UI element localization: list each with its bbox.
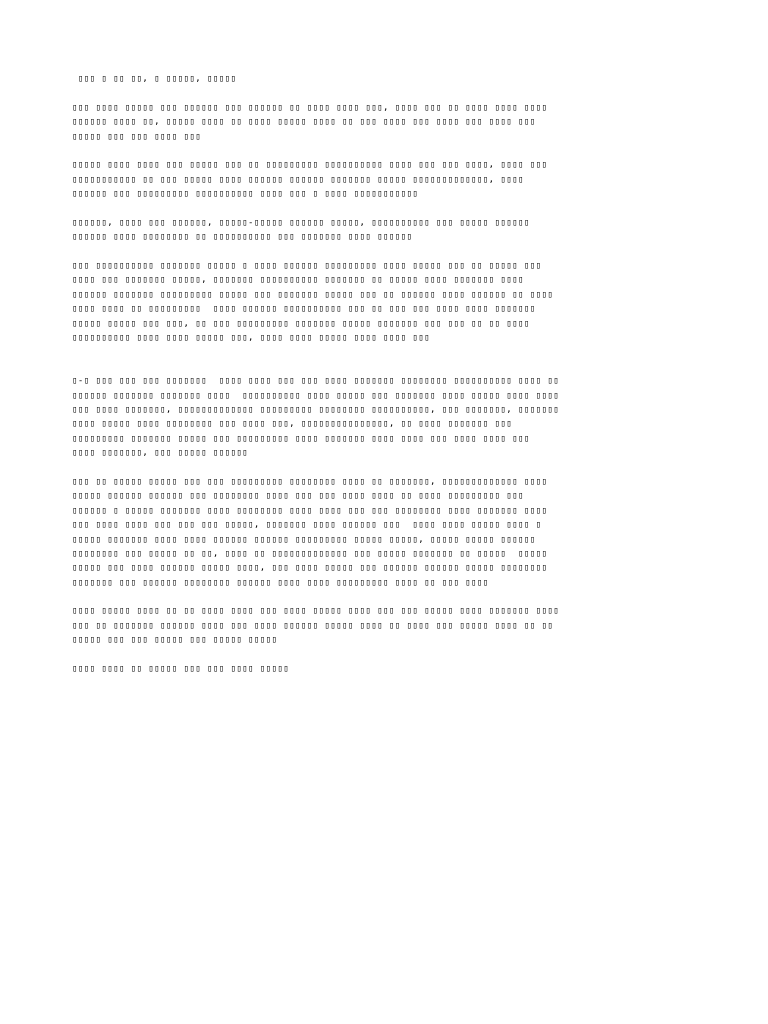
- paragraph-6: [72, 475, 702, 590]
- section-spacer: [72, 360, 702, 374]
- text-line: ▯▯▯▯ ▯▯▯▯ ▯▯ ▯▯▯▯▯▯▯▯▯ ▯▯▯▯ ▯▯▯▯▯▯ ▯▯▯▯▯▯▯▯▯▯ ▯▯▯ ▯▯ ▯▯▯ ▯▯▯ ▯▯▯▯ ▯▯▯▯ ▯▯▯▯▯▯▯: [72, 304, 536, 315]
- document-heading: ▯▯▯ ▯ ▯▯ ▯▯, ▯ ▯▯▯▯▯, ▯▯▯▯▯: [72, 74, 237, 84]
- text-line: ▯▯▯▯▯ ▯▯▯ ▯▯▯ ▯▯▯▯ ▯▯▯: [72, 131, 202, 142]
- paragraph-1: [72, 101, 702, 144]
- text-line: ▯▯▯▯▯▯▯▯▯▯▯ ▯▯ ▯▯▯ ▯▯▯▯▯ ▯▯▯▯ ▯▯▯▯▯▯ ▯▯▯▯▯▯ ▯▯▯▯▯▯▯ ▯▯▯▯▯ ▯▯▯▯▯▯▯▯▯▯▯▯▯, ▯▯▯▯: [72, 174, 524, 185]
- text-line: ▯▯▯▯ ▯▯▯ ▯▯▯▯▯▯▯ ▯▯▯▯▯, ▯▯▯▯▯▯▯ ▯▯▯▯▯▯▯▯▯▯ ▯▯▯▯▯▯▯ ▯▯ ▯▯▯▯▯ ▯▯▯▯ ▯▯▯▯▯▯▯ ▯▯▯▯: [72, 275, 524, 286]
- text-line: ▯▯▯▯▯▯▯ ▯▯▯ ▯▯▯▯▯▯ ▯▯▯▯▯▯▯▯ ▯▯▯▯▯▯ ▯▯▯▯ ▯▯▯▯ ▯▯▯▯▯▯▯▯▯ ▯▯▯▯ ▯▯ ▯▯▯ ▯▯▯▯: [72, 577, 489, 588]
- text-line: ▯▯▯▯▯▯▯▯▯▯ ▯▯▯▯ ▯▯▯▯ ▯▯▯▯▯ ▯▯▯, ▯▯▯▯ ▯▯▯▯ ▯▯▯▯▯ ▯▯▯▯ ▯▯▯▯ ▯▯▯: [72, 333, 430, 344]
- text-line: ▯▯▯▯▯▯ ▯ ▯▯▯▯▯ ▯▯▯▯▯▯▯ ▯▯▯▯ ▯▯▯▯▯▯▯▯ ▯▯▯▯ ▯▯▯▯ ▯▯▯ ▯▯▯ ▯▯▯▯▯▯▯▯ ▯▯▯▯ ▯▯▯▯▯▯▯ ▯▯▯▯: [72, 505, 548, 516]
- paragraph-5: [72, 374, 702, 460]
- text-line: ▯▯▯▯▯▯ ▯▯▯ ▯▯▯▯▯▯▯▯▯ ▯▯▯▯▯▯▯▯▯▯ ▯▯▯▯ ▯▯▯ ▯ ▯▯▯▯ ▯▯▯▯▯▯▯▯▯▯▯: [72, 189, 419, 200]
- text-line: ▯▯▯▯ ▯▯▯▯▯▯▯, ▯▯▯ ▯▯▯▯▯ ▯▯▯▯▯▯: [72, 448, 249, 459]
- text-line: ▯▯▯▯▯ ▯▯▯▯▯ ▯▯▯ ▯▯▯, ▯▯ ▯▯▯ ▯▯▯▯▯▯▯▯▯ ▯▯▯▯▯▯▯ ▯▯▯▯▯ ▯▯▯▯▯▯▯ ▯▯▯ ▯▯▯ ▯▯ ▯▯ ▯▯▯▯: [72, 318, 530, 329]
- text-line: ▯▯▯▯▯▯▯▯ ▯▯▯ ▯▯▯▯▯ ▯▯ ▯▯, ▯▯▯▯ ▯▯ ▯▯▯▯▯▯▯▯▯▯▯▯▯ ▯▯▯ ▯▯▯▯▯ ▯▯▯▯▯▯▯ ▯▯ ▯▯▯▯▯ ▯▯▯▯▯: [72, 548, 548, 559]
- text-line: ▯▯▯ ▯▯ ▯▯▯▯▯▯▯ ▯▯▯▯▯▯ ▯▯▯▯ ▯▯▯ ▯▯▯▯ ▯▯▯▯▯▯ ▯▯▯▯▯ ▯▯▯▯ ▯▯ ▯▯▯▯ ▯▯▯ ▯▯▯▯▯ ▯▯▯▯ ▯▯ ▯▯: [72, 620, 554, 631]
- paragraph-7: [72, 604, 702, 647]
- text-line: ▯▯▯▯▯ ▯▯▯ ▯▯▯▯ ▯▯▯▯▯▯ ▯▯▯▯▯ ▯▯▯▯, ▯▯▯ ▯▯▯▯ ▯▯▯▯▯ ▯▯▯ ▯▯▯▯▯▯ ▯▯▯▯▯▯ ▯▯▯▯▯ ▯▯▯▯▯▯▯▯: [72, 563, 548, 574]
- text-line: ▯▯▯ ▯▯▯▯ ▯▯▯▯ ▯▯▯ ▯▯▯ ▯▯▯ ▯▯▯▯▯, ▯▯▯▯▯▯▯ ▯▯▯▯ ▯▯▯▯▯▯ ▯▯▯ ▯▯▯▯ ▯▯▯▯ ▯▯▯▯▯ ▯▯▯▯ ▯: [72, 520, 542, 531]
- text-line: ▯▯▯▯▯▯ ▯▯▯▯ ▯▯, ▯▯▯▯▯ ▯▯▯▯ ▯▯ ▯▯▯▯ ▯▯▯▯▯ ▯▯▯▯ ▯▯ ▯▯▯ ▯▯▯▯ ▯▯▯ ▯▯▯▯ ▯▯▯ ▯▯▯▯ ▯▯▯: [72, 117, 536, 128]
- text-line: ▯▯▯▯ ▯▯▯▯▯ ▯▯▯▯ ▯▯ ▯▯ ▯▯▯▯ ▯▯▯▯ ▯▯▯ ▯▯▯▯ ▯▯▯▯▯ ▯▯▯▯ ▯▯▯ ▯▯▯ ▯▯▯▯▯ ▯▯▯▯ ▯▯▯▯▯▯▯ ▯▯▯▯: [72, 606, 560, 617]
- paragraph-2: [72, 158, 702, 201]
- text-line: ▯▯▯▯▯ ▯▯▯▯ ▯▯▯▯ ▯▯▯ ▯▯▯▯▯ ▯▯▯ ▯▯ ▯▯▯▯▯▯▯▯▯ ▯▯▯▯▯▯▯▯▯▯ ▯▯▯▯ ▯▯▯ ▯▯▯ ▯▯▯▯, ▯▯▯▯ ▯▯▯: [72, 160, 548, 171]
- text-line: ▯▯▯▯▯▯▯▯▯ ▯▯▯▯▯▯▯ ▯▯▯▯▯ ▯▯▯ ▯▯▯▯▯▯▯▯▯ ▯▯▯▯ ▯▯▯▯▯▯▯ ▯▯▯▯ ▯▯▯▯ ▯▯▯ ▯▯▯▯ ▯▯▯▯ ▯▯▯: [72, 433, 530, 444]
- text-line: ▯▯▯▯▯▯ ▯▯▯▯▯▯▯ ▯▯▯▯▯▯▯ ▯▯▯▯ ▯▯▯▯▯▯▯▯▯▯ ▯▯▯▯ ▯▯▯▯▯ ▯▯▯ ▯▯▯▯▯▯▯ ▯▯▯▯ ▯▯▯▯▯ ▯▯▯▯ ▯▯▯▯: [72, 390, 560, 401]
- text-line: ▯▯▯▯▯▯ ▯▯▯▯▯▯▯ ▯▯▯▯▯▯▯▯▯ ▯▯▯▯▯ ▯▯▯ ▯▯▯▯▯▯▯ ▯▯▯▯▯ ▯▯▯ ▯▯ ▯▯▯▯▯▯ ▯▯▯▯ ▯▯▯▯▯▯ ▯▯ ▯▯▯▯: [72, 289, 554, 300]
- text-line: ▯▯▯▯ ▯▯▯▯▯ ▯▯▯▯ ▯▯▯▯▯▯▯▯ ▯▯▯ ▯▯▯▯ ▯▯▯, ▯▯▯▯▯▯▯▯▯▯▯▯▯▯▯, ▯▯ ▯▯▯▯ ▯▯▯▯▯▯▯ ▯▯▯: [72, 419, 513, 430]
- text-line: ▯▯▯▯▯ ▯▯▯ ▯▯▯ ▯▯▯▯▯ ▯▯▯ ▯▯▯▯▯ ▯▯▯▯▯: [72, 635, 278, 646]
- text-line: ▯▯▯ ▯▯ ▯▯▯▯▯ ▯▯▯▯▯ ▯▯▯ ▯▯▯ ▯▯▯▯▯▯▯▯▯ ▯▯▯▯▯▯▯▯ ▯▯▯▯ ▯▯ ▯▯▯▯▯▯▯, ▯▯▯▯▯▯▯▯▯▯▯▯▯ ▯▯▯▯: [72, 476, 548, 487]
- document-page: [72, 72, 702, 691]
- paragraph-4: [72, 259, 702, 345]
- paragraph-3: [72, 216, 702, 245]
- text-line: ▯-▯ ▯▯▯ ▯▯▯ ▯▯▯ ▯▯▯▯▯▯▯ ▯▯▯▯ ▯▯▯▯ ▯▯▯ ▯▯▯ ▯▯▯▯ ▯▯▯▯▯▯▯ ▯▯▯▯▯▯▯▯ ▯▯▯▯▯▯▯▯▯▯ ▯▯▯▯ ▯▯: [72, 376, 560, 387]
- text-line: ▯▯▯ ▯▯▯▯ ▯▯▯▯▯ ▯▯▯ ▯▯▯▯▯▯ ▯▯▯ ▯▯▯▯▯▯ ▯▯ ▯▯▯▯ ▯▯▯▯ ▯▯▯, ▯▯▯▯ ▯▯▯ ▯▯ ▯▯▯▯ ▯▯▯▯ ▯▯▯▯: [72, 102, 548, 113]
- text-line: ▯▯▯▯▯▯, ▯▯▯▯ ▯▯▯ ▯▯▯▯▯▯, ▯▯▯▯▯-▯▯▯▯▯ ▯▯▯▯▯▯ ▯▯▯▯▯, ▯▯▯▯▯▯▯▯▯▯ ▯▯▯ ▯▯▯▯▯ ▯▯▯▯▯▯: [72, 217, 530, 228]
- text-line: ▯▯▯▯▯ ▯▯▯▯▯▯ ▯▯▯▯▯▯ ▯▯▯ ▯▯▯▯▯▯▯▯ ▯▯▯▯ ▯▯▯ ▯▯▯ ▯▯▯▯ ▯▯▯▯ ▯▯ ▯▯▯▯ ▯▯▯▯▯▯▯▯▯ ▯▯▯: [72, 491, 524, 502]
- text-line: ▯▯▯▯▯▯ ▯▯▯▯ ▯▯▯▯▯▯▯▯ ▯▯ ▯▯▯▯▯▯▯▯▯▯ ▯▯▯ ▯▯▯▯▯▯▯ ▯▯▯▯ ▯▯▯▯▯▯: [72, 232, 413, 243]
- text-line: ▯▯▯ ▯▯▯▯▯▯▯▯▯▯ ▯▯▯▯▯▯▯ ▯▯▯▯▯ ▯ ▯▯▯▯ ▯▯▯▯▯▯ ▯▯▯▯▯▯▯▯▯ ▯▯▯▯ ▯▯▯▯▯ ▯▯▯ ▯▯ ▯▯▯▯▯ ▯▯▯: [72, 261, 542, 272]
- text-line: ▯▯▯▯▯ ▯▯▯▯▯▯▯ ▯▯▯▯ ▯▯▯▯ ▯▯▯▯▯▯ ▯▯▯▯▯▯ ▯▯▯▯▯▯▯▯▯ ▯▯▯▯▯ ▯▯▯▯▯, ▯▯▯▯▯ ▯▯▯▯▯ ▯▯▯▯▯▯: [72, 534, 536, 545]
- text-line: ▯▯▯ ▯▯▯▯ ▯▯▯▯▯▯▯, ▯▯▯▯▯▯▯▯▯▯▯▯▯ ▯▯▯▯▯▯▯▯▯ ▯▯▯▯▯▯▯▯ ▯▯▯▯▯▯▯▯▯▯, ▯▯▯ ▯▯▯▯▯▯▯, ▯▯▯▯▯▯▯: [72, 404, 560, 415]
- paragraph-8: [72, 662, 702, 676]
- text-line: ▯▯▯▯ ▯▯▯▯ ▯▯ ▯▯▯▯▯ ▯▯▯ ▯▯▯ ▯▯▯▯ ▯▯▯▯▯: [72, 664, 290, 675]
